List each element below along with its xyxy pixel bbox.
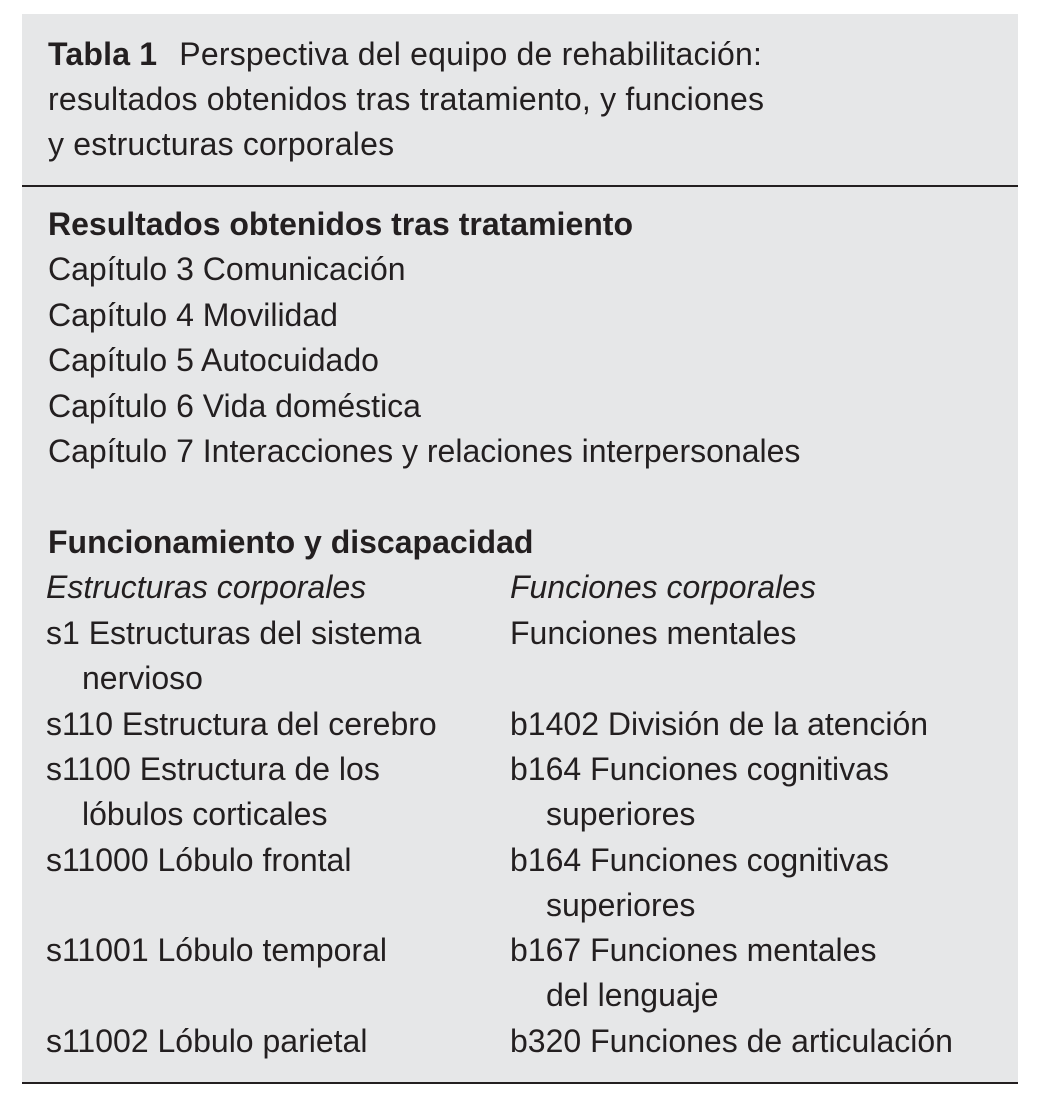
outcomes-list xyxy=(48,247,800,475)
function-cell xyxy=(510,747,889,838)
structure-cell xyxy=(46,1019,367,1064)
function-line-cont: del lenguaje xyxy=(546,977,719,1014)
structure-cell xyxy=(46,838,351,883)
function-line-cont: superiores xyxy=(546,796,696,833)
function-line: Funciones mentales xyxy=(510,615,797,651)
top-rule xyxy=(22,185,1018,187)
function-line: b320 Funciones de articulación xyxy=(510,1023,953,1059)
caption-title: Perspectiva del equipo de rehabilitación: xyxy=(179,36,763,72)
caption-line-3: y estructuras corporales xyxy=(48,126,395,162)
table-panel xyxy=(22,14,1018,1084)
functioning-heading: Funcionamiento y discapacidad xyxy=(48,524,534,560)
table-label: Tabla 1 xyxy=(48,36,158,72)
bottom-rule xyxy=(22,1082,1018,1084)
structure-cell xyxy=(46,702,437,747)
structure-line: s11000 Lóbulo frontal xyxy=(46,842,352,878)
caption-line-2: resultados obtenidos tras tratamiento, y funciones xyxy=(48,81,765,117)
structures-header: Estructuras corporales xyxy=(46,569,367,605)
functions-header: Funciones corporales xyxy=(510,569,816,605)
function-cell xyxy=(510,611,796,656)
structure-line: s11001 Lóbulo temporal xyxy=(46,932,387,968)
function-line: b167 Funciones mentales xyxy=(510,932,877,968)
function-cell xyxy=(510,928,876,1019)
structure-line-cont: lóbulos corticales xyxy=(82,796,328,833)
structure-line-cont: nervioso xyxy=(82,660,203,697)
function-line: b164 Funciones cognitivas xyxy=(510,842,889,878)
structure-line: s1 Estructuras del sistema xyxy=(46,615,422,651)
structure-cell xyxy=(46,928,387,973)
function-cell xyxy=(510,1019,953,1064)
structure-line: s11002 Lóbulo parietal xyxy=(46,1023,368,1059)
outcome-item: Capítulo 3 Comunicación xyxy=(48,251,406,287)
structure-line: s110 Estructura del cerebro xyxy=(46,706,437,742)
table-caption xyxy=(48,32,1008,167)
caption-line-1 xyxy=(48,32,1008,77)
outcome-item: Capítulo 7 Interacciones y relaciones interpersonales xyxy=(48,433,801,469)
function-line: b164 Funciones cognitivas xyxy=(510,751,889,787)
structure-cell xyxy=(46,611,421,702)
structure-line: s1100 Estructura de los xyxy=(46,751,380,787)
outcomes-heading: Resultados obtenidos tras tratamiento xyxy=(48,206,633,242)
outcome-item: Capítulo 6 Vida doméstica xyxy=(48,387,421,424)
function-line-cont: superiores xyxy=(546,887,696,924)
function-cell xyxy=(510,838,889,929)
function-line: b1402 División de la atención xyxy=(510,706,929,742)
structure-cell xyxy=(46,747,380,838)
function-cell xyxy=(510,702,928,747)
outcome-item: Capítulo 5 Autocuidado xyxy=(48,342,379,378)
outcome-item: Capítulo 4 Movilidad xyxy=(48,296,338,333)
